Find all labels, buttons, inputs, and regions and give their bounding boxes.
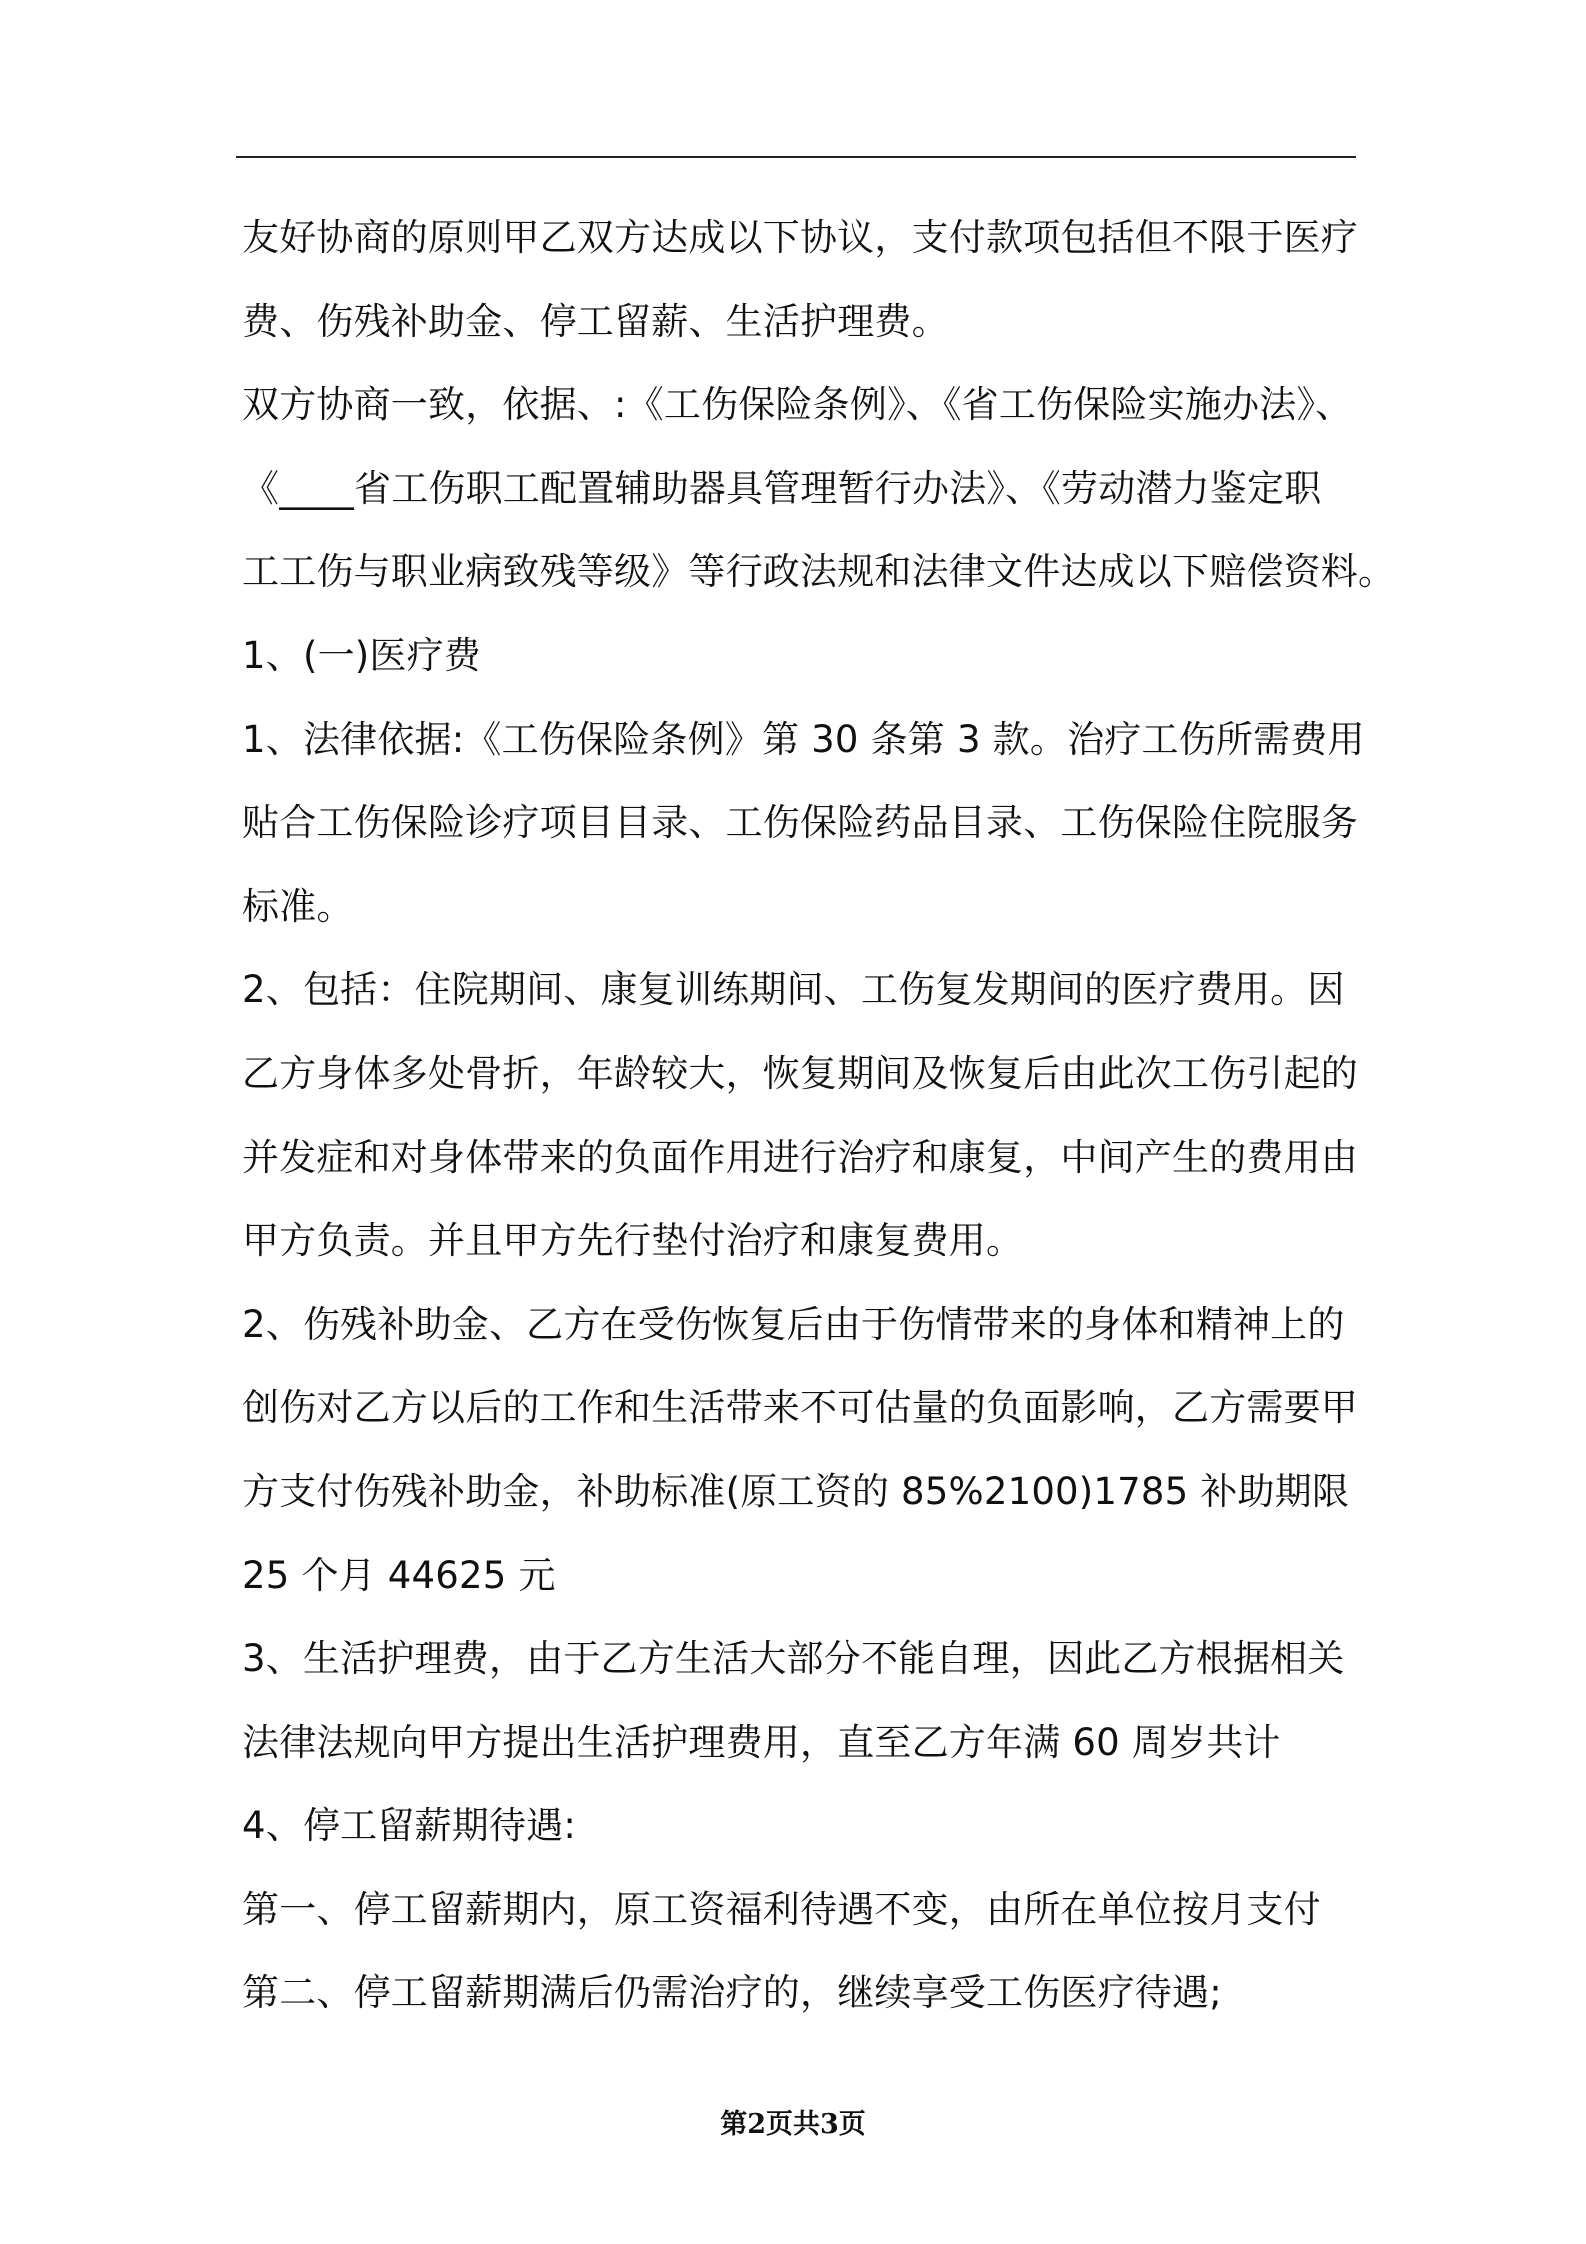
text-line: 《____省工伤职工配置辅助器具管理暂行办法》、《劳动潜力鉴定职 (242, 466, 1322, 510)
text-line: 法律法规向甲方提出生活护理费用，直至乙方年满 60 周岁共计 (242, 1720, 1281, 1764)
text-line: 费、伤残补助金、停工留薪、生活护理费。 (242, 299, 949, 343)
text-line: 3、生活护理费，由于乙方生活大部分不能自理，因此乙方根据相关 (242, 1637, 1345, 1681)
text-line: 贴合工伤保险诊疗项目目录、工伤保险药品目录、工伤保险住院服务 (242, 801, 1358, 845)
header-rule (236, 156, 1356, 158)
text-line: 2、包括：住院期间、康复训练期间、工伤复发期间的医疗费用。因 (242, 968, 1345, 1012)
text-line: 并发症和对身体带来的负面作用进行治疗和康复，中间产生的费用由 (242, 1135, 1358, 1179)
text-line: 友好协商的原则甲乙双方达成以下协议，支付款项包括但不限于医疗 (242, 216, 1358, 259)
page-number: 第2页共3页 (720, 2109, 866, 2140)
text-line: 双方协商一致，依据、:《工伤保险条例》、《省工伤保险实施办法》、 (242, 383, 1353, 427)
text-line: 方支付伤残补助金，补助标准(原工资的 85%2100)1785 补助期限 (242, 1469, 1350, 1513)
text-line: 工工伤与职业病致残等级》等行政法规和法律文件达成以下赔偿资料。 (242, 550, 1396, 594)
section-heading: 1、(一)医疗费 (242, 633, 482, 677)
document-body (242, 196, 1396, 2035)
text-line: 创伤对乙方以后的工作和生活带来不可估量的负面影响，乙方需要甲 (242, 1386, 1358, 1430)
text-line: 2、伤残补助金、乙方在受伤恢复后由于伤情带来的身体和精神上的 (242, 1302, 1345, 1346)
text-line: 第二、停工留薪期满后仍需治疗的，继续享受工伤医疗待遇; (242, 1971, 1222, 2015)
text-line: 甲方负责。并且甲方先行垫付治疗和康复费用。 (242, 1219, 1024, 1263)
text-line: 乙方身体多处骨折，年龄较大，恢复期间及恢复后由此次工伤引起的 (242, 1051, 1358, 1095)
text-line: 1、法律依据:《工伤保险条例》第 30 条第 3 款。治疗工伤所需费用 (242, 717, 1365, 761)
text-line: 标准。 (242, 884, 354, 928)
text-line: 4、停工留薪期待遇: (242, 1804, 577, 1848)
text-line: 25 个月 44625 元 (242, 1553, 556, 1597)
text-line: 第一、停工留薪期内，原工资福利待遇不变，由所在单位按月支付 (242, 1887, 1321, 1931)
